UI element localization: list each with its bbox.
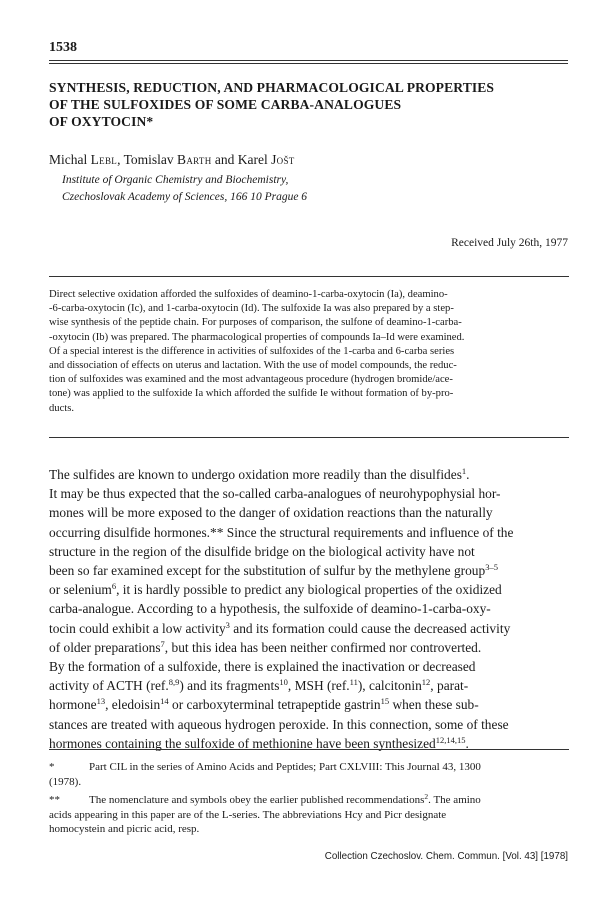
abstract-line: -oxytocin (Ib) was prepared. The pharmacological properties of compounds Ia–Id were examined.: [49, 331, 465, 343]
text-run: when these sub-: [389, 697, 479, 713]
footnote-line: Part CIL in the series of Amino Acids and Peptides; Part CXLVIII: This Journal 43, 1300: [89, 761, 481, 773]
text-run: The nomenclature and symbols obey the earlier published recommendations: [89, 794, 425, 806]
footnote-line: homocystein and picric acid, resp.: [49, 823, 200, 835]
text-run: of older preparations: [49, 639, 161, 655]
abstract-line: Of a special interest is the difference in activities of sulfoxides of the 1-carba and 6-carba series: [49, 345, 455, 357]
footnote-mark: **: [49, 794, 60, 806]
citation: 1: [461, 466, 467, 476]
citation: 3–5: [485, 562, 498, 573]
footnote: [49, 793, 569, 837]
text-run: , but this idea has been neither confirmed nor controverted.: [164, 639, 482, 655]
title-line: SYNTHESIS, REDUCTION, AND PHARMACOLOGICAL PROPERTIES: [49, 80, 495, 95]
text-run: or selenium: [49, 582, 112, 598]
text-run: , MSH (ref.: [287, 678, 350, 694]
body-line: [49, 465, 569, 484]
text-run: tocin could exhibit a low activity: [49, 620, 226, 636]
text-run: activity of ACTH (ref.: [49, 678, 169, 694]
author-first-name: Karel: [237, 152, 268, 167]
body-line: occurring disulfide hormones.** Since the structural requirements and influence of the: [49, 524, 514, 540]
text-run: hormones containing the sulfoxide of methionine have been synthesized: [49, 735, 436, 751]
abstract-line: ducts.: [49, 402, 75, 414]
text-run: , eledoisin: [105, 697, 161, 713]
body-line: mones will be more exposed to the danger of oxidation reactions than the naturally: [49, 505, 493, 521]
author-last-name: Jošt: [271, 152, 295, 167]
author-first-name: Tomislav: [123, 152, 174, 167]
author-separator: and: [214, 152, 235, 167]
citation: 12: [421, 677, 431, 688]
body-line: carba-analogue. According to a hypothesis, the sulfoxide of deamino-1-carba-oxy-: [49, 601, 491, 617]
text-run: , it is hardly possible to predict any biological properties of the oxidized: [116, 582, 502, 598]
text-run: , parat-: [430, 678, 469, 694]
author-list: [49, 152, 295, 168]
abstract-line: Direct selective oxidation afforded the sulfoxides of deamino-1-carba-oxytocin (Ia), deamino-: [49, 289, 448, 300]
text-run: ) and its fragments: [179, 678, 280, 694]
body-text: [49, 465, 569, 753]
body-line: [49, 580, 569, 599]
journal-footer: Collection Czechoslov. Chem. Commun. [Vol. 43] [1978]: [324, 851, 568, 862]
text-run: hormone: [49, 697, 97, 713]
abstract-line: -6-carba-oxytocin (Ic), and 1-carba-oxytocin (Id). The sulfoxide Ia was also prepared by a step-: [49, 303, 454, 315]
body-line: structure in the region of the disulfide bridge on the biological activity have not: [49, 543, 475, 559]
citation: 13: [96, 696, 106, 707]
footnote-line: (1978).: [49, 775, 82, 788]
text-run: and its formation could cause the decreased activity: [229, 620, 511, 636]
body-line: By the formation of a sulfoxide, there is explained the inactivation or decreased: [49, 659, 476, 675]
text-run: or carboxyterminal tetrapeptide gastrin: [168, 697, 381, 713]
text-run: The sulfides are known to undergo oxidation more readily than the disulfides: [49, 467, 462, 482]
citation: 10: [279, 677, 288, 688]
footnote: [49, 760, 569, 789]
abstract-top-rule: [49, 276, 569, 277]
abstract-line: tion of sulfoxides was examined and the most advantageous procedure (hydrogen bromide/ace-: [49, 374, 453, 386]
citation: 6: [111, 581, 117, 592]
author-separator: ,: [117, 152, 121, 167]
body-line: [49, 734, 569, 753]
author-last-name: Lebl: [90, 152, 118, 167]
text-run: .: [465, 735, 469, 751]
title-line: OF THE SULFOXIDES OF SOME CARBA-ANALOGUES: [49, 97, 402, 112]
abstract-line: wise synthesis of the peptide chain. For purposes of comparison, the sulfone of deamino-1-carba-: [49, 317, 462, 329]
article-title: [49, 79, 568, 130]
text-run: been so far examined except for the substitution of sulfur by the methylene group: [49, 563, 486, 579]
citation: 12,14,15: [435, 734, 466, 745]
citation: 14: [160, 696, 169, 707]
affiliation: [62, 172, 307, 206]
body-line: [49, 676, 569, 695]
citation: 8,9: [168, 677, 180, 688]
body-line: [49, 561, 569, 580]
abstract-bottom-rule: [49, 437, 569, 438]
header-rule: [49, 60, 568, 61]
page-number: 1538: [49, 40, 77, 55]
footnote-line: [49, 793, 569, 808]
header-rule-thin: [49, 63, 568, 64]
text-run: ), calcitonin: [357, 678, 422, 694]
body-line: stances are treated with aqueous hydrogen peroxide. In this connection, some of these: [49, 716, 509, 732]
abstract-line: and dissociation of effects on uterus and lactation. With the use of model compounds, the reduc-: [49, 360, 457, 372]
abstract-line: tone) was applied to the sulfoxide Ia which afforded the sulfide Ie without formation of by-pro-: [49, 388, 454, 400]
footnote-line: acids appearing in this paper are of the L-series. The abbreviations Hcy and Picr designate: [49, 808, 447, 821]
affiliation-line: Czechoslovak Academy of Sciences, 166 10 Prague 6: [62, 191, 308, 203]
citation: 3: [225, 619, 230, 630]
body-line: [49, 695, 569, 714]
citation: 7: [160, 638, 165, 649]
citation: 2: [424, 792, 429, 801]
text-run: . The amino: [428, 794, 481, 806]
citation: 15: [380, 696, 390, 707]
body-line: [49, 638, 569, 657]
citation: 11: [349, 677, 358, 688]
body-line: It may be thus expected that the so-called carba-analogues of neurohypophysial hor-: [49, 486, 501, 502]
author-first-name: Michal: [49, 152, 88, 167]
text-run: .: [466, 467, 470, 482]
title-line: OF OXYTOCIN*: [49, 114, 154, 129]
body-line: [49, 619, 569, 638]
affiliation-line: Institute of Organic Chemistry and Biochemistry,: [62, 174, 289, 186]
footnote-rule: [49, 749, 569, 750]
footnote-mark: *: [49, 761, 55, 773]
author-last-name: Barth: [177, 152, 212, 167]
abstract: [49, 288, 569, 416]
received-date: Received July 26th, 1977: [451, 237, 568, 249]
